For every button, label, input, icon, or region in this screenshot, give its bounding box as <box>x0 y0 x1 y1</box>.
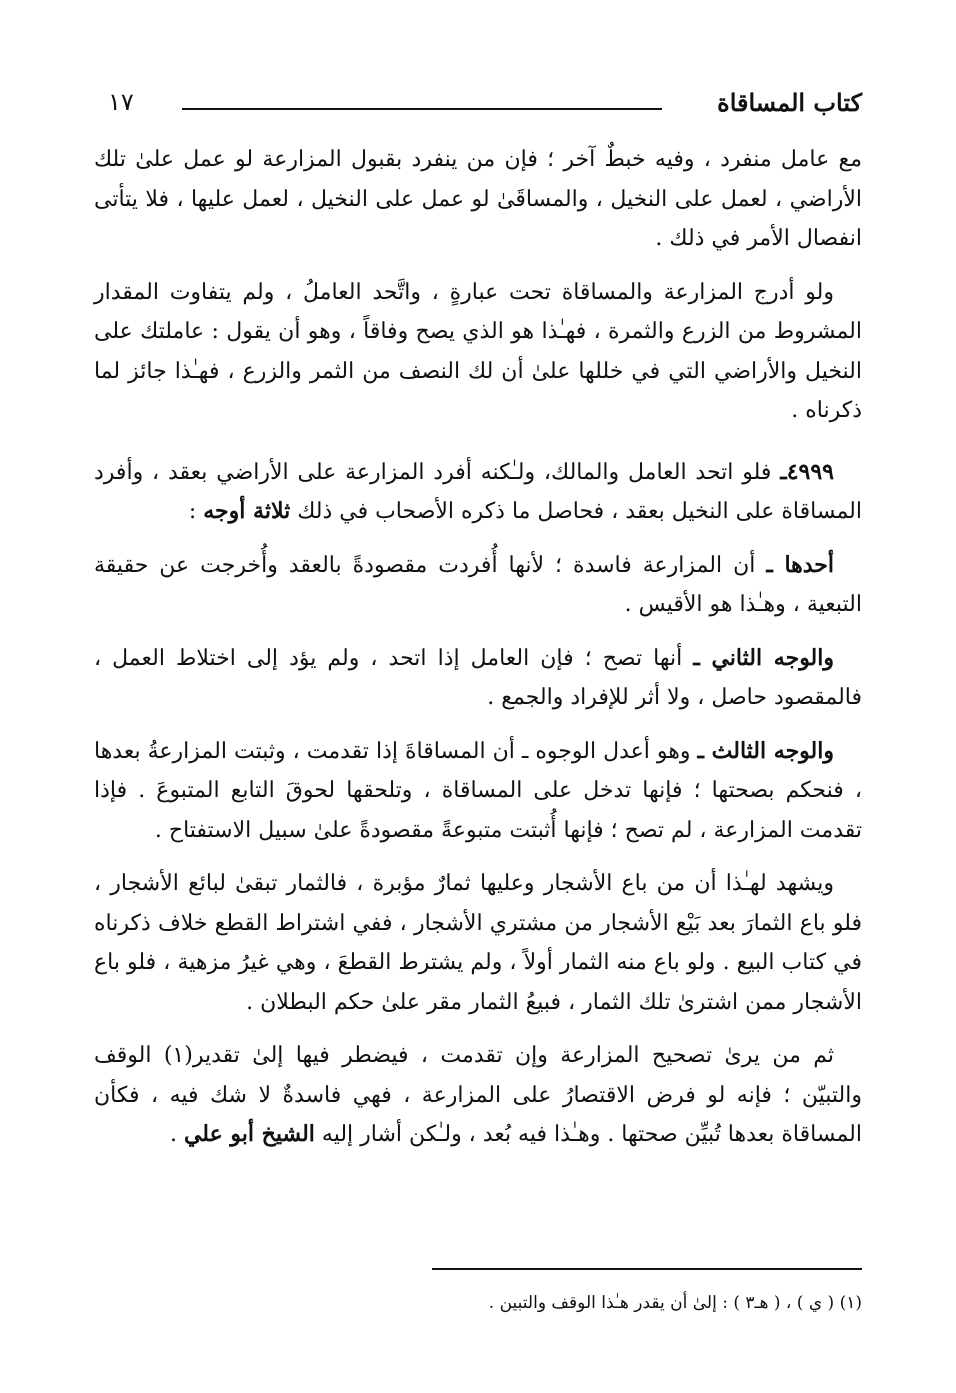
paragraph <box>94 453 862 532</box>
text-run: . <box>169 1122 184 1147</box>
page-number: ١٧ <box>108 88 134 116</box>
bold-run: الشيخ أبو علي <box>183 1121 315 1147</box>
text-run: ثم من يرىٰ تصحيح المزارعة وإن تقدمت ، فيضطر فيها إلىٰ تقدير(١) الوقف والتبيّن ؛ فإنه لو فرض الاقتصارُ على المزارعة ، فهي فاسدةٌ لا شك فيه ، فكأن المساقاة بعدها تُبيِّن صحتها . وهـٰذا فيه بُعد ، ولـٰكن أشار إليه <box>94 1043 862 1147</box>
paragraph <box>94 546 862 625</box>
bold-run: والوجه الثالث ـ <box>697 737 834 764</box>
bold-run: ثلاثة أوجه <box>203 498 291 524</box>
text-run: ولو أدرج المزارعة والمساقاة تحت عبارةٍ ، واتَّحد العاملُ ، ولم يتفاوت المقدار المشروط من الزرع والثمرة ، فهـٰذا هو الذي يصح وفاقاً ، وهو أن يقول : عاملتك على النخيل والأراضي التي في خللها علىٰ أن لك النصف من الثمر والزرع ، فهـٰذا جائز لما ذكرناه . <box>94 279 862 423</box>
text-run: : <box>188 499 204 524</box>
bold-run: والوجه الثاني ـ <box>693 644 834 671</box>
paragraph <box>94 273 862 431</box>
paragraph <box>94 864 862 1022</box>
header-rule <box>182 108 662 110</box>
paragraph <box>94 639 862 718</box>
paragraph <box>94 732 862 851</box>
text-run: وهو أعدل الوجوه ـ أن المساقاةَ إذا تقدمت ، وثبتت المزارعةُ بعدها ، فنحكم بصحتها ؛ فإنها تدخل على المساقاة ، وتلحقها لحوقَ التابع المتبوعَ . فإذا تقدمت المزارعة ، لم تصح ؛ فإنها أُثبتت متبوعةً مقصودةً علىٰ سبيل الاستفتاح . <box>94 738 862 843</box>
footnote: (١) ( ي ) ، ( هـ٣ ) : إلىٰ أن يقدر هـٰذا الوقف والتبين . <box>488 1293 862 1313</box>
bold-run: أحدها ـ <box>766 551 835 578</box>
text-run: ويشهد لهـٰذا أن من باع الأشجار وعليها ثمارٌ مؤبرة ، فالثمار تبقىٰ لبائع الأشجار ، فلو باع الثمارَ بعد بَيْع الأشجار من مشتري الأشجار ، ففي اشتراط القطع خلاف ذكرناه في كتاب البيع . ولو باع منه الثمار أولاً ، ولم يشترط القطعَ ، وهي غيرُ مزهية ، فلو باع الأشجار ممن اشترىٰ تلك الثمار ، فبيعُ الثمار مقر علىٰ حكم البطلان . <box>94 871 862 1015</box>
footnote-rule <box>432 1268 862 1270</box>
running-header <box>108 86 862 126</box>
page-body <box>94 140 862 1155</box>
text-run: مع عامل منفرد ، وفيه خبطٌ آخر ؛ فإن من ينفرد بقبول المزارعة لو عمل علىٰ تلك الأراضي ، لعمل على النخيل ، والمساقَىٰ لو عمل على النخيل ، لعمل عليها ، فلا يتأتى انفصال الأمر في ذلك . <box>94 147 862 251</box>
book-title: كتاب المساقاة <box>717 88 862 117</box>
bold-run: ٤٩٩٩ـ <box>780 458 834 485</box>
text-run: أنها تصح ؛ فإن العامل إذا اتحد ، ولم يؤد إلى اختلاط العمل ، فالمقصود حاصل ، ولا أثر للإفراد والجمع . <box>94 645 862 710</box>
paragraph <box>94 1036 862 1155</box>
text-run: فلو اتحد العامل والمالك، ولـٰكنه أفرد المزارعة على الأراضي بعقد ، وأفرد المساقاة على النخيل بعقد ، فحاصل ما ذكره الأصحاب في ذلك <box>94 459 862 524</box>
paragraph <box>94 140 862 259</box>
text-run: أن المزارعة فاسدة ؛ لأنها أُفردت مقصودةً بالعقد وأُخرجت عن حقيقة التبعية ، وهـٰذا هو الأقيس . <box>94 552 862 617</box>
